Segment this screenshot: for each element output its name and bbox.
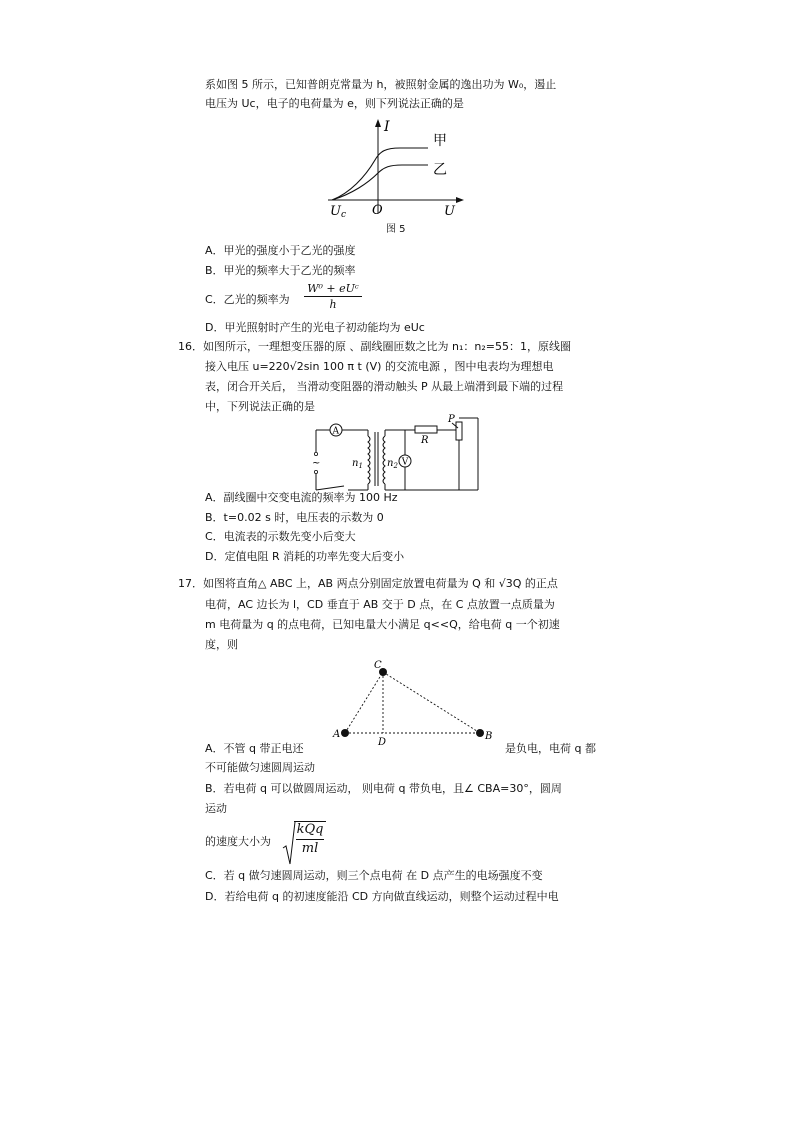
fraction-denominator: h (329, 298, 337, 311)
curve-jia (332, 148, 428, 200)
n1-label: $n_1$ (352, 458, 363, 470)
q17-option-a-right: 是负电，电荷 q 都 (505, 742, 596, 755)
label-jia: 甲 (433, 133, 447, 149)
label-c: C (374, 660, 382, 671)
q16-option-a: A．副线圈中交变电流的频率为 100 Hz (205, 491, 398, 504)
figure-5-iu-graph (320, 115, 470, 220)
label-yi: 乙 (433, 162, 447, 178)
transformer-circuit-diagram (308, 414, 483, 496)
formula-bar (296, 839, 324, 840)
q17-option-b-line2: 运动 (205, 802, 227, 815)
curve-yi (332, 165, 428, 200)
side-ac (345, 672, 383, 733)
q15-intro-line1: 系如图 5 所示，已知普朗克常量为 h，被照射金属的逸出功为 W₀，遏止 (205, 78, 557, 91)
q15-intro-line2: 电压为 Uc，电子的电荷量为 e，则下列说法正确的是 (205, 97, 464, 110)
q16-option-c: C．电流表的示数先变小后变大 (205, 530, 356, 543)
label-b: B (485, 731, 493, 742)
label-origin: O (372, 203, 383, 218)
label-i: I (384, 119, 390, 135)
fraction-numerator: W⁰ + eUᶜ (307, 282, 359, 295)
i-axis-arrow (375, 119, 381, 127)
q16-line3: 表，闭合开关后， 当滑动变阻器的滑动触头 P 从最上端滑到最下端的过程 (205, 380, 564, 393)
label-d: D (378, 737, 387, 748)
resistor-r-icon (415, 426, 437, 433)
charge-a-icon (341, 729, 349, 737)
primary-coil-icon (368, 436, 370, 484)
formula-denominator: ml (301, 841, 319, 856)
ammeter-label: A (332, 426, 339, 437)
q16-option-d: D．定值电阻 R 消耗的功率先变大后变小 (205, 550, 405, 563)
switch-icon (316, 486, 344, 490)
q17-option-a-left: A．不管 q 带正电还 (205, 742, 304, 755)
q16-option-b: B．t=0.02 s 时，电压表的示数为 0 (205, 511, 384, 524)
u-axis-arrow (456, 197, 464, 203)
q17-option-a-cont: 不可能做匀速圆周运动 (205, 761, 315, 774)
q15-option-c-fraction (302, 282, 364, 311)
n2-label: $n_2$ (387, 458, 398, 470)
rheostat-icon (456, 422, 462, 440)
q15-option-a: A．甲光的强度小于乙光的强度 (205, 244, 356, 257)
q17-line2: 电荷，AC 边长为 l，CD 垂直于 AB 交于 D 点，在 C 点放置一点质量为 (205, 598, 555, 611)
q16-line1: 16．如图所示，一理想变压器的原 、副线圈匝数之比为 n₁：n₂=55：1，原线圈 (178, 340, 571, 353)
q17-line1: 17．如图将直角△ ABC 上，AB 两点分别固定放置电荷量为 Q 和 √3Q 的正点 (178, 577, 558, 590)
label-uc: Uc (330, 204, 347, 220)
q17-option-b-line1: B．若电荷 q 可以做圆周运动， 则电荷 q 带负电，且∠ CBA=30°，圆周 (205, 782, 562, 795)
q17-option-c: C．若 q 做匀速圆周运动，则三个点电荷 在 D 点产生的电场强度不变 (205, 869, 543, 882)
fraction-bar (304, 296, 362, 297)
ac-source-icon: ~ (312, 458, 321, 469)
q17-line4: 度，则 (205, 638, 238, 651)
q17-option-d: D．若给电荷 q 的初速度能沿 CD 方向做直线运动，则整个运动过程中电 (205, 890, 559, 903)
q15-option-c-prefix: C．乙光的频率为 (205, 293, 290, 306)
q16-line2: 接入电压 u=220√2sin 100 π t (V) 的交流电源 ，图中电表均为理想电 (205, 360, 554, 373)
side-cb (383, 672, 480, 733)
label-u: U (444, 204, 455, 219)
q15-option-d: D．甲光照射时产生的光电子初动能均为 eUc (205, 321, 425, 334)
formula-numerator: kQq (296, 822, 324, 837)
q15-option-b: B．甲光的频率大于乙光的频率 (205, 264, 356, 277)
resistor-label: R (421, 435, 429, 446)
q16-line4: 中，下列说法正确的是 (205, 400, 315, 413)
secondary-coil-icon (383, 436, 385, 484)
charge-b-icon (476, 729, 484, 737)
q17-option-b-line3: 的速度大小为 (205, 835, 271, 848)
slider-p-label: P (448, 414, 455, 425)
q17-option-b-formula (294, 821, 326, 857)
q17-line3: m 电荷量为 q 的点电荷，已知电量大小满足 q<<Q，给电荷 q 一个初速 (205, 618, 560, 631)
label-a: A (333, 729, 341, 740)
triangle-abc-diagram (330, 656, 500, 748)
voltmeter-label: V (401, 457, 409, 468)
figure-5-caption: 图 5 (386, 224, 406, 235)
